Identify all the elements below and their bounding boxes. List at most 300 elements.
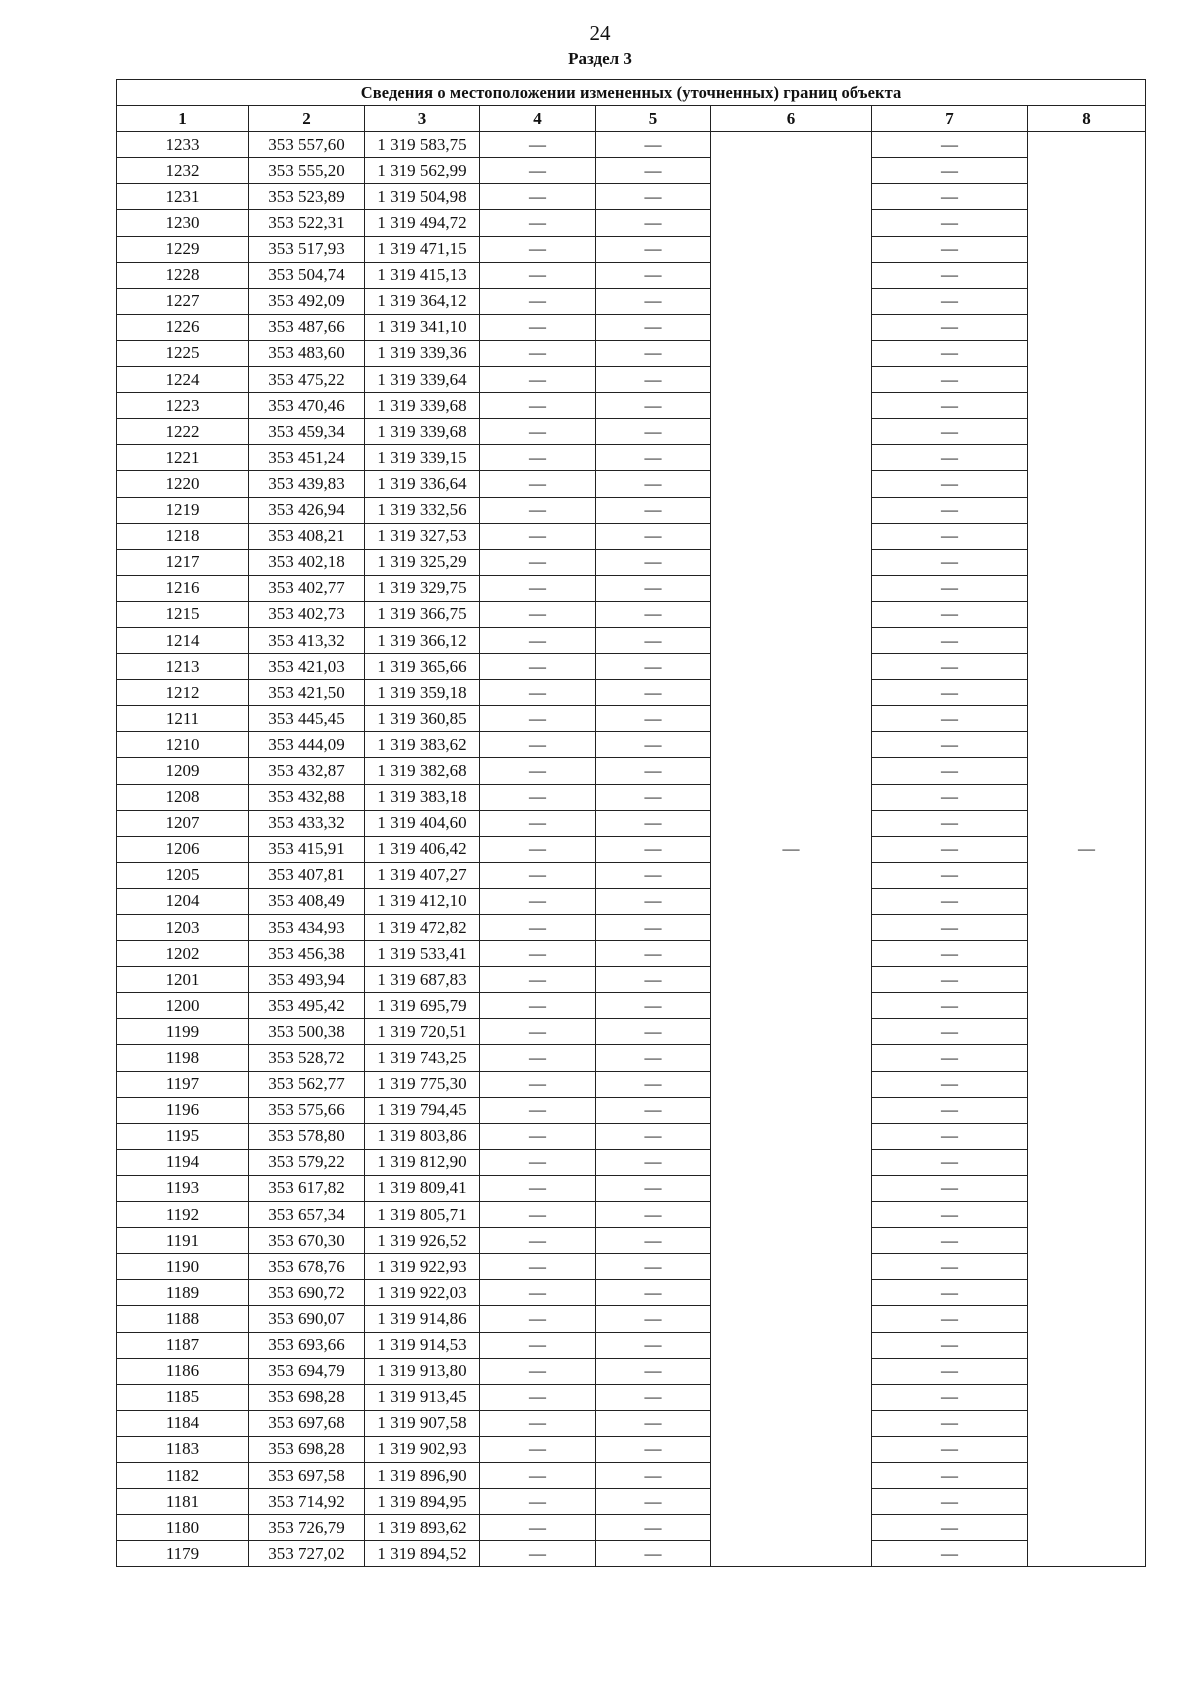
coordinate-y: 1 319 407,27 [365, 862, 480, 888]
point-number: 1185 [117, 1384, 249, 1410]
col7-dash: — [872, 1332, 1028, 1358]
col4-dash: — [480, 314, 596, 340]
col4-dash: — [480, 1306, 596, 1332]
coordinate-y: 1 319 406,42 [365, 836, 480, 862]
coordinate-y: 1 319 809,41 [365, 1175, 480, 1201]
point-number: 1222 [117, 419, 249, 445]
col4-dash: — [480, 1019, 596, 1045]
col4-dash: — [480, 732, 596, 758]
coordinate-x: 353 557,60 [249, 132, 365, 158]
coordinate-y: 1 319 366,12 [365, 627, 480, 653]
table-row [117, 627, 1146, 653]
col5-dash: — [596, 1149, 711, 1175]
coordinate-y: 1 319 365,66 [365, 654, 480, 680]
col4-dash: — [480, 523, 596, 549]
point-number: 1191 [117, 1228, 249, 1254]
point-number: 1192 [117, 1202, 249, 1228]
col5-dash: — [596, 184, 711, 210]
col5-dash: — [596, 810, 711, 836]
coordinate-y: 1 319 907,58 [365, 1410, 480, 1436]
point-number: 1184 [117, 1410, 249, 1436]
coordinate-y: 1 319 743,25 [365, 1045, 480, 1071]
table-caption: Сведения о местоположении измененных (уточненных) границ объекта [117, 80, 1146, 106]
col7-dash: — [872, 471, 1028, 497]
table-row [117, 915, 1146, 941]
point-number: 1230 [117, 210, 249, 236]
coordinate-y: 1 319 325,29 [365, 549, 480, 575]
point-number: 1206 [117, 836, 249, 862]
table-row [117, 654, 1146, 680]
point-number: 1225 [117, 340, 249, 366]
table-row [117, 1149, 1146, 1175]
point-number: 1190 [117, 1254, 249, 1280]
col5-dash: — [596, 262, 711, 288]
col5-dash: — [596, 445, 711, 471]
coordinate-x: 353 562,77 [249, 1071, 365, 1097]
table-row [117, 236, 1146, 262]
col4-dash: — [480, 1541, 596, 1567]
coordinate-y: 1 319 494,72 [365, 210, 480, 236]
coordinate-y: 1 319 366,75 [365, 601, 480, 627]
table-row [117, 523, 1146, 549]
point-number: 1227 [117, 288, 249, 314]
col7-dash: — [872, 445, 1028, 471]
col7-dash: — [872, 314, 1028, 340]
coordinate-x: 353 451,24 [249, 445, 365, 471]
col7-dash: — [872, 1462, 1028, 1488]
col5-dash: — [596, 706, 711, 732]
point-number: 1203 [117, 915, 249, 941]
column-header-5: 5 [596, 106, 711, 132]
point-number: 1186 [117, 1358, 249, 1384]
col5-dash: — [596, 993, 711, 1019]
table-row [117, 680, 1146, 706]
point-number: 1229 [117, 236, 249, 262]
table-row [117, 445, 1146, 471]
table-row [117, 393, 1146, 419]
coordinate-x: 353 483,60 [249, 340, 365, 366]
col4-dash: — [480, 575, 596, 601]
col4-dash: — [480, 888, 596, 914]
col4-dash: — [480, 1175, 596, 1201]
col5-dash: — [596, 1175, 711, 1201]
coordinate-x: 353 690,72 [249, 1280, 365, 1306]
col8-merged: — [1028, 132, 1146, 1567]
table-row [117, 862, 1146, 888]
table-row [117, 158, 1146, 184]
point-number: 1195 [117, 1123, 249, 1149]
col7-dash: — [872, 1436, 1028, 1462]
coordinate-x: 353 693,66 [249, 1332, 365, 1358]
col7-dash: — [872, 993, 1028, 1019]
col5-dash: — [596, 758, 711, 784]
table-row [117, 1306, 1146, 1332]
coordinate-x: 353 433,32 [249, 810, 365, 836]
point-number: 1224 [117, 367, 249, 393]
coordinate-y: 1 319 339,68 [365, 419, 480, 445]
column-header-2: 2 [249, 106, 365, 132]
coordinate-x: 353 475,22 [249, 367, 365, 393]
coordinate-y: 1 319 914,86 [365, 1306, 480, 1332]
coordinate-x: 353 579,22 [249, 1149, 365, 1175]
col4-dash: — [480, 810, 596, 836]
col7-dash: — [872, 1149, 1028, 1175]
col7-dash: — [872, 810, 1028, 836]
col7-dash: — [872, 158, 1028, 184]
point-number: 1216 [117, 575, 249, 601]
col4-dash: — [480, 967, 596, 993]
coordinate-x: 353 444,09 [249, 732, 365, 758]
col4-dash: — [480, 184, 596, 210]
col7-dash: — [872, 288, 1028, 314]
point-number: 1228 [117, 262, 249, 288]
coordinate-y: 1 319 775,30 [365, 1071, 480, 1097]
coordinate-y: 1 319 805,71 [365, 1202, 480, 1228]
point-number: 1196 [117, 1097, 249, 1123]
coordinate-y: 1 319 720,51 [365, 1019, 480, 1045]
column-header-row [117, 106, 1146, 132]
col7-dash: — [872, 680, 1028, 706]
col7-dash: — [872, 941, 1028, 967]
col4-dash: — [480, 915, 596, 941]
table-row [117, 575, 1146, 601]
col5-dash: — [596, 1515, 711, 1541]
col4-dash: — [480, 706, 596, 732]
col7-dash: — [872, 862, 1028, 888]
table-row [117, 1071, 1146, 1097]
coordinate-y: 1 319 415,13 [365, 262, 480, 288]
table-row [117, 1489, 1146, 1515]
coordinate-x: 353 714,92 [249, 1489, 365, 1515]
col4-dash: — [480, 549, 596, 575]
col5-dash: — [596, 1097, 711, 1123]
coordinate-y: 1 319 359,18 [365, 680, 480, 706]
col5-dash: — [596, 1436, 711, 1462]
coordinate-y: 1 319 533,41 [365, 941, 480, 967]
point-number: 1193 [117, 1175, 249, 1201]
col4-dash: — [480, 993, 596, 1019]
point-number: 1204 [117, 888, 249, 914]
table-row [117, 1175, 1146, 1201]
table-row [117, 132, 1146, 158]
col7-dash: — [872, 1019, 1028, 1045]
col5-dash: — [596, 1462, 711, 1488]
table-row [117, 262, 1146, 288]
col7-dash: — [872, 1097, 1028, 1123]
table-row [117, 1410, 1146, 1436]
col4-dash: — [480, 941, 596, 967]
col4-dash: — [480, 784, 596, 810]
col7-dash: — [872, 601, 1028, 627]
coordinate-y: 1 319 812,90 [365, 1149, 480, 1175]
col7-dash: — [872, 915, 1028, 941]
point-number: 1187 [117, 1332, 249, 1358]
col7-dash: — [872, 654, 1028, 680]
col4-dash: — [480, 862, 596, 888]
col4-dash: — [480, 601, 596, 627]
col4-dash: — [480, 471, 596, 497]
col5-dash: — [596, 1045, 711, 1071]
coordinate-y: 1 319 471,15 [365, 236, 480, 262]
table-row [117, 967, 1146, 993]
col5-dash: — [596, 340, 711, 366]
col5-dash: — [596, 680, 711, 706]
col5-dash: — [596, 915, 711, 941]
coordinate-y: 1 319 412,10 [365, 888, 480, 914]
col4-dash: — [480, 1071, 596, 1097]
coordinates-table [116, 79, 1146, 1567]
coordinate-y: 1 319 894,52 [365, 1541, 480, 1567]
coordinate-y: 1 319 341,10 [365, 314, 480, 340]
point-number: 1233 [117, 132, 249, 158]
table-row [117, 941, 1146, 967]
col7-dash: — [872, 1123, 1028, 1149]
coordinate-x: 353 698,28 [249, 1384, 365, 1410]
point-number: 1208 [117, 784, 249, 810]
coordinate-y: 1 319 329,75 [365, 575, 480, 601]
coordinate-x: 353 432,87 [249, 758, 365, 784]
coordinate-x: 353 421,03 [249, 654, 365, 680]
col5-dash: — [596, 1254, 711, 1280]
col5-dash: — [596, 158, 711, 184]
col5-dash: — [596, 862, 711, 888]
coordinate-x: 353 504,74 [249, 262, 365, 288]
coordinate-y: 1 319 896,90 [365, 1462, 480, 1488]
coordinate-y: 1 319 327,53 [365, 523, 480, 549]
table-row [117, 340, 1146, 366]
col7-dash: — [872, 1541, 1028, 1567]
coordinate-x: 353 426,94 [249, 497, 365, 523]
coordinate-y: 1 319 332,56 [365, 497, 480, 523]
col7-dash: — [872, 367, 1028, 393]
table-row [117, 993, 1146, 1019]
coordinate-y: 1 319 922,93 [365, 1254, 480, 1280]
coordinate-x: 353 493,94 [249, 967, 365, 993]
table-row [117, 706, 1146, 732]
coordinate-y: 1 319 339,64 [365, 367, 480, 393]
coordinate-x: 353 575,66 [249, 1097, 365, 1123]
col4-dash: — [480, 1123, 596, 1149]
coordinate-x: 353 456,38 [249, 941, 365, 967]
coordinate-y: 1 319 583,75 [365, 132, 480, 158]
table-row [117, 367, 1146, 393]
column-header-7: 7 [872, 106, 1028, 132]
col7-dash: — [872, 497, 1028, 523]
col4-dash: — [480, 1202, 596, 1228]
page-number: 24 [589, 21, 611, 45]
point-number: 1199 [117, 1019, 249, 1045]
coordinate-y: 1 319 913,80 [365, 1358, 480, 1384]
col7-dash: — [872, 1254, 1028, 1280]
point-number: 1210 [117, 732, 249, 758]
coordinate-x: 353 402,18 [249, 549, 365, 575]
col4-dash: — [480, 836, 596, 862]
col7-dash: — [872, 1071, 1028, 1097]
col5-dash: — [596, 1541, 711, 1567]
coordinate-y: 1 319 336,64 [365, 471, 480, 497]
coordinate-x: 353 500,38 [249, 1019, 365, 1045]
point-number: 1205 [117, 862, 249, 888]
coordinate-x: 353 657,34 [249, 1202, 365, 1228]
table-row [117, 288, 1146, 314]
table-row [117, 1045, 1146, 1071]
col5-dash: — [596, 393, 711, 419]
col5-dash: — [596, 784, 711, 810]
column-header-3: 3 [365, 106, 480, 132]
col7-dash: — [872, 732, 1028, 758]
table-row [117, 888, 1146, 914]
col5-dash: — [596, 836, 711, 862]
coordinate-x: 353 487,66 [249, 314, 365, 340]
col4-dash: — [480, 1280, 596, 1306]
col5-dash: — [596, 210, 711, 236]
coordinate-x: 353 495,42 [249, 993, 365, 1019]
coordinate-x: 353 445,45 [249, 706, 365, 732]
col7-dash: — [872, 210, 1028, 236]
point-number: 1217 [117, 549, 249, 575]
table-row [117, 1202, 1146, 1228]
coordinate-x: 353 617,82 [249, 1175, 365, 1201]
point-number: 1183 [117, 1436, 249, 1462]
col4-dash: — [480, 236, 596, 262]
coordinate-x: 353 492,09 [249, 288, 365, 314]
point-number: 1214 [117, 627, 249, 653]
col7-dash: — [872, 836, 1028, 862]
coordinate-x: 353 697,68 [249, 1410, 365, 1436]
coordinate-x: 353 517,93 [249, 236, 365, 262]
table-row [117, 314, 1146, 340]
point-number: 1209 [117, 758, 249, 784]
table-row [117, 1254, 1146, 1280]
col7-dash: — [872, 1045, 1028, 1071]
table-row [117, 1436, 1146, 1462]
col4-dash: — [480, 1228, 596, 1254]
col4-dash: — [480, 132, 596, 158]
col5-dash: — [596, 471, 711, 497]
col5-dash: — [596, 1071, 711, 1097]
coordinate-y: 1 319 360,85 [365, 706, 480, 732]
table-row [117, 497, 1146, 523]
coordinate-x: 353 523,89 [249, 184, 365, 210]
col4-dash: — [480, 1149, 596, 1175]
coordinate-x: 353 690,07 [249, 1306, 365, 1332]
col5-dash: — [596, 288, 711, 314]
col7-dash: — [872, 236, 1028, 262]
table-row [117, 1097, 1146, 1123]
col4-dash: — [480, 158, 596, 184]
point-number: 1218 [117, 523, 249, 549]
col7-dash: — [872, 1280, 1028, 1306]
coordinate-y: 1 319 794,45 [365, 1097, 480, 1123]
col7-dash: — [872, 888, 1028, 914]
coordinate-x: 353 402,77 [249, 575, 365, 601]
table-row [117, 810, 1146, 836]
point-number: 1215 [117, 601, 249, 627]
coordinate-x: 353 432,88 [249, 784, 365, 810]
coordinate-x: 353 459,34 [249, 419, 365, 445]
coordinate-y: 1 319 404,60 [365, 810, 480, 836]
col4-dash: — [480, 210, 596, 236]
point-number: 1181 [117, 1489, 249, 1515]
col4-dash: — [480, 288, 596, 314]
column-header-1: 1 [117, 106, 249, 132]
col4-dash: — [480, 393, 596, 419]
table-row [117, 549, 1146, 575]
col7-dash: — [872, 523, 1028, 549]
col4-dash: — [480, 1410, 596, 1436]
coordinate-y: 1 319 902,93 [365, 1436, 480, 1462]
coordinate-x: 353 555,20 [249, 158, 365, 184]
col5-dash: — [596, 967, 711, 993]
table-row [117, 732, 1146, 758]
coordinate-x: 353 726,79 [249, 1515, 365, 1541]
coordinate-y: 1 319 695,79 [365, 993, 480, 1019]
col4-dash: — [480, 1515, 596, 1541]
col7-dash: — [872, 393, 1028, 419]
coordinate-x: 353 434,93 [249, 915, 365, 941]
coordinate-x: 353 694,79 [249, 1358, 365, 1384]
col5-dash: — [596, 1358, 711, 1384]
coordinate-x: 353 578,80 [249, 1123, 365, 1149]
col4-dash: — [480, 1462, 596, 1488]
col5-dash: — [596, 1202, 711, 1228]
table-row [117, 836, 1146, 862]
coordinate-y: 1 319 504,98 [365, 184, 480, 210]
col4-dash: — [480, 627, 596, 653]
coordinate-y: 1 319 893,62 [365, 1515, 480, 1541]
col7-dash: — [872, 706, 1028, 732]
table-row [117, 758, 1146, 784]
coordinate-y: 1 319 922,03 [365, 1280, 480, 1306]
col7-dash: — [872, 1175, 1028, 1201]
coordinate-x: 353 408,49 [249, 888, 365, 914]
col7-dash: — [872, 340, 1028, 366]
col7-dash: — [872, 184, 1028, 210]
point-number: 1198 [117, 1045, 249, 1071]
column-header-4: 4 [480, 106, 596, 132]
col5-dash: — [596, 523, 711, 549]
section-title: Раздел 3 [568, 49, 632, 68]
col5-dash: — [596, 549, 711, 575]
coordinate-y: 1 319 803,86 [365, 1123, 480, 1149]
coordinate-x: 353 439,83 [249, 471, 365, 497]
col5-dash: — [596, 732, 711, 758]
table-row [117, 184, 1146, 210]
col7-dash: — [872, 1306, 1028, 1332]
point-number: 1182 [117, 1462, 249, 1488]
col4-dash: — [480, 1489, 596, 1515]
col7-dash: — [872, 1410, 1028, 1436]
col4-dash: — [480, 758, 596, 784]
col4-dash: — [480, 340, 596, 366]
table-row [117, 1019, 1146, 1045]
col7-dash: — [872, 262, 1028, 288]
point-number: 1221 [117, 445, 249, 471]
col5-dash: — [596, 1123, 711, 1149]
col4-dash: — [480, 445, 596, 471]
coordinate-x: 353 413,32 [249, 627, 365, 653]
col4-dash: — [480, 262, 596, 288]
coordinate-y: 1 319 472,82 [365, 915, 480, 941]
col7-dash: — [872, 1358, 1028, 1384]
coordinate-y: 1 319 894,95 [365, 1489, 480, 1515]
point-number: 1207 [117, 810, 249, 836]
col4-dash: — [480, 680, 596, 706]
col7-dash: — [872, 1228, 1028, 1254]
col7-dash: — [872, 132, 1028, 158]
col5-dash: — [596, 314, 711, 340]
col5-dash: — [596, 654, 711, 680]
